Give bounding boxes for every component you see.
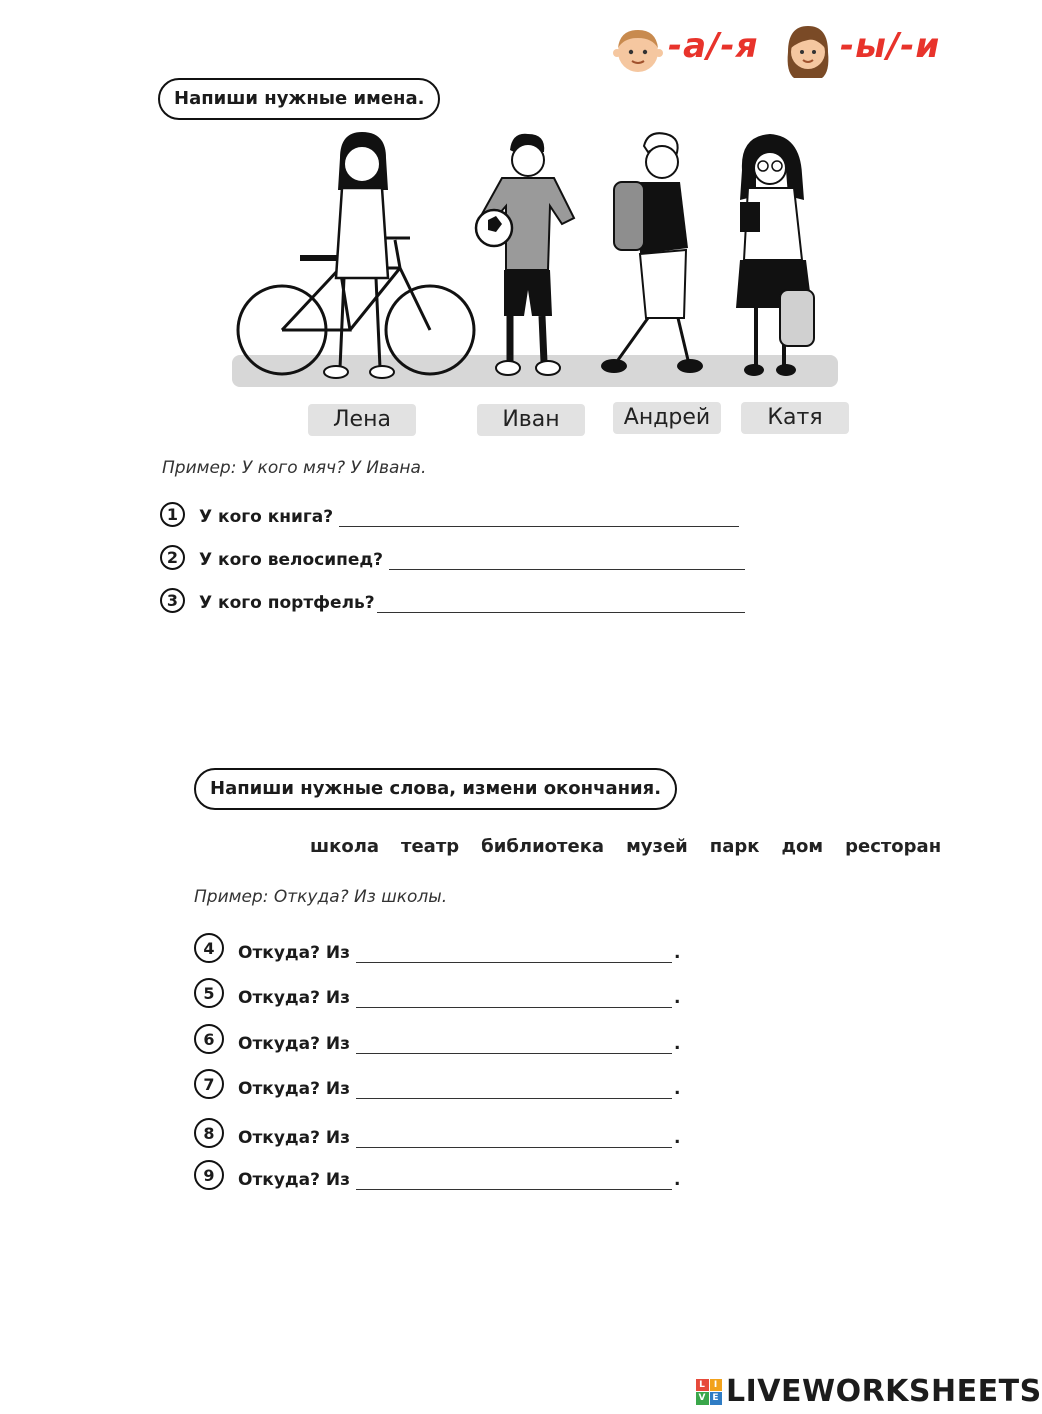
question-2 [160,545,745,570]
word-biblioteka: библиотека [481,836,605,857]
question-number: 7 [194,1069,224,1099]
question-text: Откуда? Из [238,1034,351,1054]
word-muzei: музей [626,836,688,857]
liveworksheets-logo [696,1374,1042,1409]
question-7: 7 Откуда? Из . [194,1069,680,1099]
word-dom: дом [781,836,824,857]
ivan-with-ball-illustration [470,130,580,385]
word-shkola: школа [310,836,380,857]
name-label-ivan: Иван [477,404,585,436]
answer-field[interactable] [389,549,745,570]
logo-text: LIVEWORKSHEETS [726,1374,1042,1409]
name-label-andrei: Андрей [613,402,721,434]
question-number: 6 [194,1024,224,1054]
answer-field[interactable] [377,592,745,613]
question-5: 5 Откуда? Из . [194,978,680,1008]
question-text: У кого портфель? [199,593,375,613]
name-label-katya: Катя [741,402,849,434]
question-text: У кого книга? [199,507,334,527]
girl-ending-label: -ы/-и [840,26,941,66]
word-teatr: театр [401,836,460,857]
question-6: 6 Откуда? Из . [194,1024,680,1054]
word-park: парк [709,836,760,857]
question-text: Откуда? Из [238,1079,351,1099]
question-text: Откуда? Из [238,1170,351,1190]
question-number: 4 [194,933,224,963]
question-number: 8 [194,1118,224,1148]
question-9: 9 Откуда? Из . [194,1160,680,1190]
boy-face-icon [612,24,664,76]
section2-title: Напиши нужные слова, измени окончания. [194,768,677,810]
answer-field[interactable] [356,1127,672,1148]
question-text: Откуда? Из [238,943,351,963]
question-number: 2 [160,545,185,570]
boy-ending-label: -а/-я [668,26,759,66]
name-label-lena: Лена [308,404,416,436]
question-1 [160,502,739,527]
question-text: Откуда? Из [238,988,351,1008]
katya-with-book-illustration [726,130,836,388]
section1-title: Напиши нужные имена. [158,78,440,120]
question-4: 4 Откуда? Из . [194,933,680,963]
question-number: 1 [160,502,185,527]
logo-mark-icon: L I V E [696,1379,722,1405]
question-3 [160,588,745,613]
word-bank [310,836,941,857]
question-8: 8 Откуда? Из . [194,1118,680,1148]
word-restoran: ресторан [845,836,942,857]
question-number: 5 [194,978,224,1008]
lena-with-bicycle-illustration [230,128,480,390]
section2-example: Пример: Откуда? Из школы. [194,887,448,907]
answer-field[interactable] [356,1078,672,1099]
answer-field[interactable] [356,942,672,963]
answer-field[interactable] [356,1033,672,1054]
andrei-with-backpack-illustration [596,128,711,386]
question-number: 3 [160,588,185,613]
answer-field[interactable] [356,987,672,1008]
section1-example: Пример: У кого мяч? У Ивана. [162,458,427,478]
question-text: Откуда? Из [238,1128,351,1148]
girl-face-icon [782,22,834,82]
question-text: У кого велосипед? [199,550,383,570]
answer-field[interactable] [356,1169,672,1190]
answer-field[interactable] [339,506,739,527]
question-number: 9 [194,1160,224,1190]
